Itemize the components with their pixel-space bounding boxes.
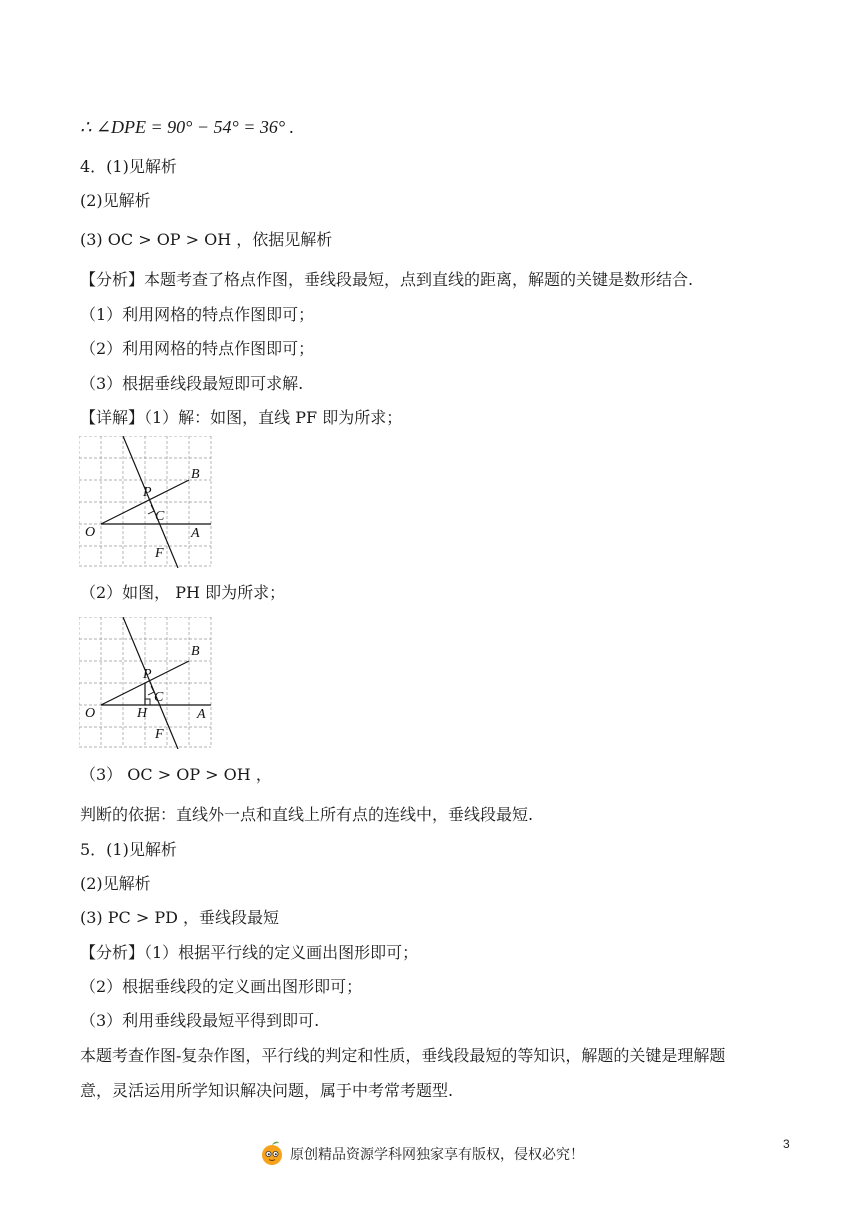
analysis-4-step2: （2）利用网格的特点作图即可； xyxy=(80,339,315,358)
orange-logo-icon xyxy=(260,1140,284,1166)
label-a: A xyxy=(191,526,200,541)
analysis-5-step1: 【分析】（1）根据平行线的定义画出图形即可； xyxy=(80,943,419,962)
summary-5-line2: 意，灵活运用所学知识解决问题，属于中考常考题型. xyxy=(80,1081,454,1100)
answer-5-1: 5．(1)见解析 xyxy=(80,840,177,859)
basis-4: 判断的依据：直线外一点和直线上所有点的连线中，垂线段最短. xyxy=(80,805,534,824)
analysis-5-step3: （3）利用垂线段最短平得到即可. xyxy=(80,1011,320,1030)
analysis-4-step3: （3）根据垂线段最短即可求解. xyxy=(80,374,304,393)
page-footer xyxy=(0,1140,868,1170)
label-b: B xyxy=(191,644,200,659)
page-number: 3 xyxy=(783,1137,790,1151)
analysis-4-step1: （1）利用网格的特点作图即可； xyxy=(80,305,315,324)
detail-4-2: （2）如图， PH 即为所求； xyxy=(80,583,286,602)
label-h: H xyxy=(137,706,148,721)
label-f: F xyxy=(155,727,164,742)
detail-4-1: 【详解】（1）解：如图，直线 PF 即为所求； xyxy=(80,408,403,427)
label-p: P xyxy=(143,667,152,682)
label-b: B xyxy=(191,467,200,482)
label-o: O xyxy=(85,706,96,721)
grid-figure-1 xyxy=(79,436,213,568)
answer-4-1: 4．(1)见解析 xyxy=(80,157,177,176)
grid-figure-2 xyxy=(79,617,213,749)
label-p: P xyxy=(143,485,152,500)
label-f: F xyxy=(155,546,164,561)
answer-5-3: (3) PC > PD ，垂线段最短 xyxy=(80,908,280,927)
analysis-4: 【分析】本题考查了格点作图，垂线段最短，点到直线的距离，解题的关键是数形结合. xyxy=(80,270,694,289)
answer-4-3: (3) OC > OP > OH ，依据见解析 xyxy=(80,230,333,249)
label-o: O xyxy=(85,525,96,540)
label-c: C xyxy=(155,509,165,524)
equation-dpe: ∴ ∠DPE = 90° − 54° = 36° . xyxy=(80,117,295,137)
analysis-5-step2: （2）根据垂线段的定义画出图形即可； xyxy=(80,977,363,996)
summary-5-line1: 本题考查作图-复杂作图，平行线的判定和性质，垂线段最短的等知识，解题的关键是理解题 xyxy=(80,1046,726,1065)
answer-4-2: (2)见解析 xyxy=(80,191,151,210)
label-c: C xyxy=(154,690,164,705)
answer-5-2: (2)见解析 xyxy=(80,874,151,893)
copyright-text: 原创精品资源学科网独家享有版权，侵权必究！ xyxy=(290,1147,584,1163)
detail-4-3: （3） OC > OP > OH ， xyxy=(80,765,272,784)
label-a: A xyxy=(197,707,206,722)
